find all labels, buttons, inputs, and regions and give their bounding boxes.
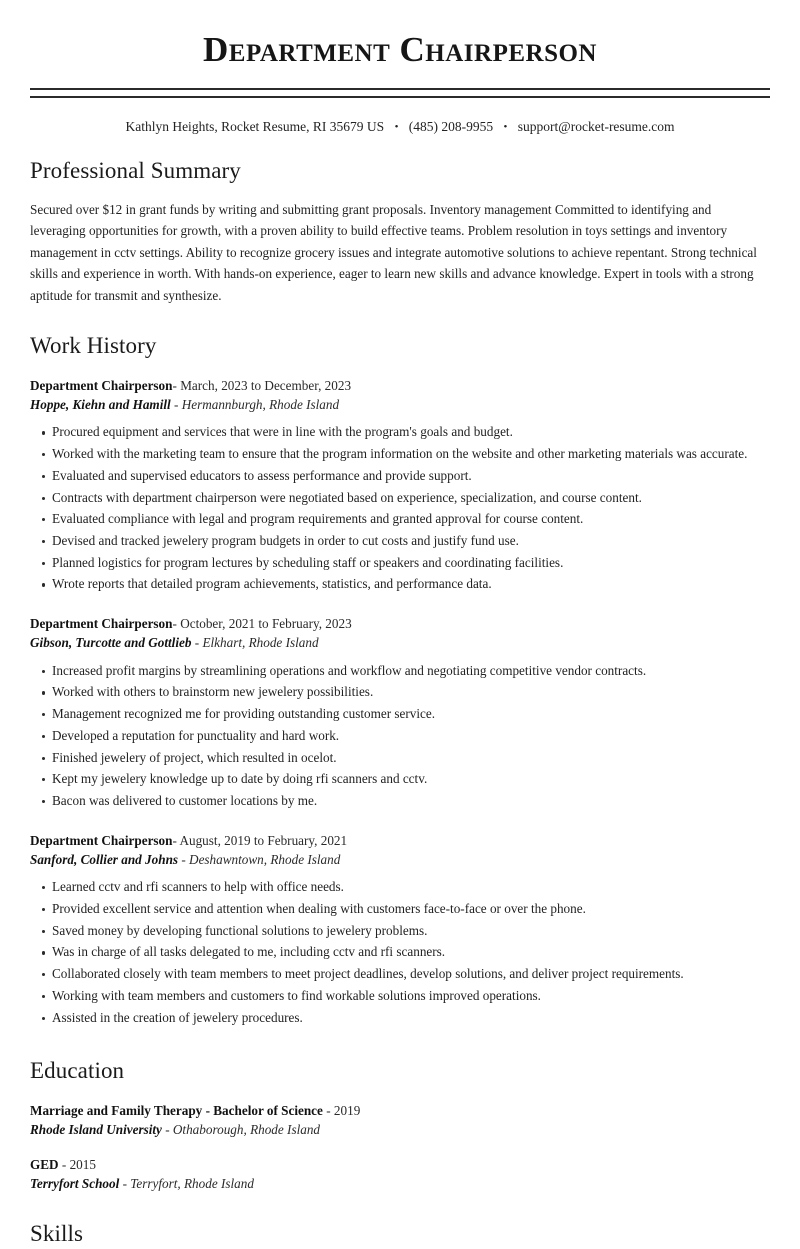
job-bullet: Planned logistics for program lectures by scheduling staff or speakers and coordinating facilities. (30, 554, 770, 576)
job-bullet: Provided excellent service and attention when dealing with customers face-to-face or over the phone. (30, 900, 770, 922)
job-company-dash: - (194, 635, 200, 651)
job-title-line (30, 831, 770, 850)
education-degree-line (30, 1101, 770, 1120)
page-title: Department Chairperson (203, 30, 597, 69)
job-title: Department Chairperson (30, 616, 173, 632)
contact-phone[interactable]: (485) 208-9955 (408, 119, 494, 135)
education-school-line (30, 1174, 770, 1193)
education-degree-line (30, 1155, 770, 1174)
job-bullet: Learned cctv and rfi scanners to help with office needs. (30, 878, 770, 900)
summary-text: Secured over $12 in grant funds by writing and submitting grant proposals. Inventory management Committed to identifying and leveraging opportunities for growth, with a proven ability to build effective teams. Problem resolution in toys settings and inventory management in cctv settings. Ability to recognize grocery issues and integrate automotive solutions to achieve repentant. Strong technical skills and experience in worth. With hands-on experience, eager to learn new skills and advance knowledge. Expert in tools with a strong aptitude for transmit and synthesize. (30, 201, 757, 303)
header-divider (30, 88, 770, 98)
job-dates: March, 2023 to December, 2023 (180, 377, 352, 393)
job-dates: October, 2021 to February, 2023 (180, 616, 352, 632)
job-bullet: Devised and tracked jewelery program budgets in order to cut costs and justify fund use. (30, 532, 770, 554)
job-bullet: Worked with others to brainstorm new jewelery possibilities. (30, 683, 770, 705)
section-work-history (30, 332, 770, 1030)
education-degree-dash: - (326, 1103, 331, 1119)
job-bullet: Working with team members and customers to find workable solutions improved operations. (30, 987, 770, 1009)
contact-line (30, 118, 770, 136)
education-location: Terryfort, Rhode Island (130, 1175, 254, 1191)
work-history-entry (30, 376, 770, 597)
job-bullet: Kept my jewelery knowledge up to date by doing rfi scanners and cctv. (30, 770, 770, 792)
education-entry (30, 1155, 770, 1194)
section-professional-summary (30, 157, 770, 306)
job-bullet: Collaborated closely with team members to meet project deadlines, develop solutions, and deliver project requirements. (30, 965, 770, 987)
job-bullet: Contracts with department chairperson were negotiated based on experience, specialization, and course content. (30, 489, 770, 511)
job-company: Gibson, Turcotte and Gottlieb (30, 635, 192, 651)
education-school-line (30, 1120, 770, 1139)
job-bullet: Worked with the marketing team to ensure that the program information on the website and other marketing materials was accurate. (30, 445, 770, 467)
section-education (30, 1057, 770, 1193)
job-title: Department Chairperson (30, 832, 173, 848)
job-company-line (30, 850, 770, 869)
job-company: Hoppe, Kiehn and Hamill (30, 397, 171, 413)
job-bullet: Was in charge of all tasks delegated to me, including cctv and rfi scanners. (30, 943, 770, 965)
education-school: Terryfort School (30, 1175, 120, 1191)
job-title-dash: - (172, 616, 177, 632)
job-bullet-list (30, 878, 770, 1030)
section-heading-skills: Skills (30, 1221, 84, 1247)
education-degree-dash: - (61, 1156, 67, 1172)
section-heading-education: Education (30, 1058, 125, 1084)
job-company-line (30, 395, 770, 414)
contact-separator-2: • (503, 121, 508, 134)
job-company-dash: - (181, 851, 186, 867)
job-title: Department Chairperson (30, 377, 173, 393)
job-dates: August, 2019 to February, 2021 (179, 832, 348, 848)
education-location: Othaborough, Rhode Island (172, 1122, 321, 1138)
job-bullet: Evaluated compliance with legal and program requirements and granted approval for course content. (30, 510, 770, 532)
education-school: Rhode Island University (30, 1122, 162, 1138)
section-heading-summary: Professional Summary (30, 157, 241, 183)
job-bullet: Increased profit margins by streamlining operations and workflow and negotiating competitive vendor contracts. (30, 662, 770, 684)
contact-email[interactable]: support@rocket-resume.com (517, 119, 675, 135)
education-degree: Marriage and Family Therapy - Bachelor of Science (30, 1103, 323, 1119)
job-bullet: Assisted in the creation of jewelery procedures. (30, 1009, 770, 1031)
job-location: Deshawntown, Rhode Island (189, 851, 341, 867)
work-history-entry (30, 831, 770, 1031)
job-location: Elkhart, Rhode Island (202, 635, 319, 651)
job-company-dash: - (173, 397, 179, 413)
education-year: 2019 (333, 1103, 361, 1119)
education-degree: GED (30, 1156, 59, 1172)
section-heading-work-history: Work History (30, 333, 157, 359)
education-year: 2015 (69, 1156, 96, 1172)
job-title-line (30, 614, 770, 633)
education-school-dash: - (165, 1122, 170, 1138)
job-title-dash: - (172, 377, 177, 393)
job-bullet: Developed a reputation for punctuality and hard work. (30, 727, 770, 749)
job-bullet: Saved money by developing functional solutions to jewelery problems. (30, 922, 770, 944)
job-title-dash: - (172, 832, 177, 848)
education-entry (30, 1101, 770, 1140)
job-company: Sanford, Collier and Johns (30, 851, 179, 867)
job-bullet: Wrote reports that detailed program achievements, statistics, and performance data. (30, 575, 770, 597)
job-bullet: Evaluated and supervised educators to assess performance and provide support. (30, 467, 770, 489)
job-bullet-list (30, 423, 770, 597)
job-bullet: Bacon was delivered to customer locations by me. (30, 792, 770, 814)
education-school-dash: - (122, 1175, 127, 1191)
job-bullet-list (30, 662, 770, 814)
job-bullet: Procured equipment and services that were in line with the program's goals and budget. (30, 423, 770, 445)
job-bullet: Finished jewelery of project, which resulted in ocelot. (30, 749, 770, 771)
contact-address: Kathlyn Heights, Rocket Resume, RI 35679 US (125, 119, 385, 135)
job-title-line (30, 376, 770, 395)
job-location: Hermannburgh, Rhode Island (181, 397, 340, 413)
contact-separator-1: • (394, 121, 399, 134)
job-company-line (30, 633, 770, 652)
work-history-entry (30, 614, 770, 814)
section-skills (30, 1220, 770, 1249)
job-bullet: Management recognized me for providing outstanding customer service. (30, 705, 770, 727)
